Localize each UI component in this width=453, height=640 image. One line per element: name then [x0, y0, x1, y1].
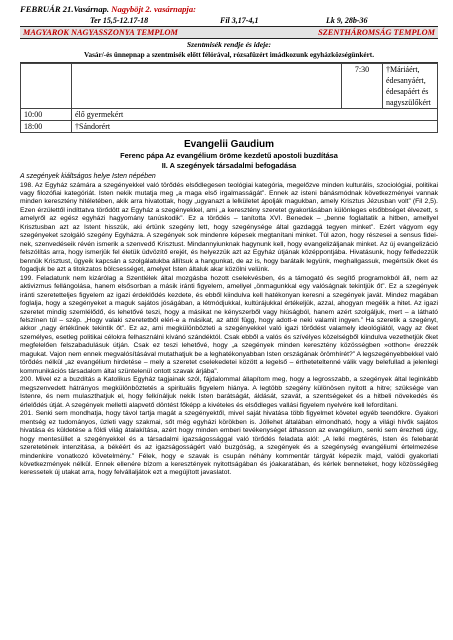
date-label: FEBRUÁR 21.Vasárnap.: [20, 4, 110, 14]
mass-intention: †Máriáért, édesanyáért, édesapáért és nagyszülőkért: [383, 64, 438, 109]
article-subtitle: Ferenc pápa Az evangélium öröme kezdetű apostoli buzdítása: [120, 151, 338, 160]
first-reading: Ter 15,5-12.17-18: [90, 16, 149, 25]
mass-intention: élő gyermekért: [72, 109, 438, 121]
article-title: Evangelii Gaudium: [183, 139, 275, 150]
article: [20, 139, 438, 478]
church-names-bar: [20, 26, 438, 39]
liturgical-title: [20, 4, 438, 15]
paragraph-198: 198. Az Egyház számára a szegényekkel való törődés elsődlegesen teológiai kategória, megelőzve minden kulturális, szociológiai, politikai vagy filozófiai kategóriát. Isten nekik mutatja meg „a maga első irgalmasságát”. Ennek az isteni bánásmódnak következményei vannak minden keresztény hitéletében, akik arra hivatottak, hogy „ugyanazt a lelkületet ápolják magukban, amely Krisztus Jézusban volt” (Fil 2,5). Ezen érzülettől indíttatva törődött az Egyház a szegényekkel, ami „a keresztény szeretet gyakorlásában különleges elsőbbséget élvezett, s amelyről az egész egyházi hagyomány tanúskodik”. Ez a törődés – tanította XVI. Benedek – „benne foglaltatik a hitben, amellyel Krisztusban azt az Istent hisszük, aki értünk szegény lett, hogy szegénysége által gazdaggá tegyen minket”. Ezért vágyom egy szegényeket szolgáló szegény Egyházra. A szegények sok mindenre képesek megtanítani minket. Túl azon, hogy részesei a sensus fidei-nek, szenvedéseik révén ismerik a szenvedő Krisztust. Mindannyiunknak hagynunk kell, hogy evangelizáljanak minket. Az új evangelizáció felszólítás arra, hogy ismerjük fel életük üdvözítő erejét, és helyezzük azt az Egyház útjának középpontjába. Hivatásunk, hogy felfedezzük bennük Krisztust, ügyeik kapcsán a szolgálatukba állítsuk a hangunkat, de az is, hogy barátaik legyünk, meghallgassuk, megértsük őket és fogadjuk be azt a titokzatos bölcsességet, amelyet Isten általuk akar közölni velünk.: [20, 181, 438, 274]
table-row: [21, 64, 438, 109]
article-section-heading: A szegények kiáltságos helye Isten népében: [20, 173, 156, 180]
mass-intention: †Sándorért: [72, 121, 438, 133]
season-label: Nagyböjt 2. vasárnapja:: [111, 4, 196, 14]
rosary-notice: Vasár/-és ünnepnap a szentmisék előtt félórával, rózsafüzért imádkozunk egyházközségünkért.: [20, 50, 438, 63]
mass-intention-left: [72, 64, 342, 109]
second-reading: Fil 3,17-4,1: [220, 16, 259, 25]
mass-time: 10:00: [21, 109, 72, 121]
church-left: MAGYAROK NAGYASSZONYA TEMPLOM: [23, 28, 178, 37]
table-row: [21, 109, 438, 121]
schedule-title: Szentmisék rendje és ideje:: [186, 40, 272, 49]
paragraph-199: 199. Feladatunk nem kizárólag a Szentlélek által mozgásba hozott cselekvésben, és a támogató és segítő programokból áll, nem az aktivizmus fellángolása, hanem elsősorban a másik iránti figyelem, amellyel „önmagunkkal egy valóságnak tekintjük őt”. Ez a szegények iránti szeretetteljes figyelem az igazi érdeklődés kezdete, és ebből kiindulva kell hatékonyan keresni a szegények javát. Mindez magában foglalja, hogy a szegényeket a maguk sajátos jóságában, a létmódjukkal, kultúrájukkal értékeljük, azzal, ahogyan megélik a hitet. Az igazi szeretet mindig szemlélődő, és lehetővé teszi, hogy a másikat ne kényszerből vagy hiúságból, hanem azért szolgáljuk, mert – a látható felszínen túl – szép. „Hogy valaki szeretetből eléri-e a másikat, az attól függ, hogy adott-e neki valamit ingyen.” Ha szeretik a szegényt, akkor „nagy értékűnek tekintik őt”. Ez az, ami megkülönbözteti a szegényekkel való igazi törődést valamely ideológiától, vagy az őket személyes, esetleg politikai célokra felhasználni kívánó szándéktól. Csak ebből a valós és szívélyes közelségből kiindulva vezethetjük őket megfelelően felszabadulásuk útján. Csak ez teszi lehetővé, hogy „a szegények minden keresztény közösségben »otthon« érezzék magukat. Vajon nem ennek megvalósításával mutathatjuk be a leghatékonyabban Isten országának örömhírét?” A legszegényebbekkel való törődés nélkül „az evangélium hirdetése – mely a szeretet cselekedetei között a legelső – értheteteltenné válik vagy belefullad a jelenlegi kommunikációs társadalom által szüntelenül ontott szavak árjába”.: [20, 274, 438, 375]
readings-line: [20, 15, 438, 26]
mass-time: 18:00: [21, 121, 72, 133]
church-right: SZENTHÁROMSÁG TEMPLOM: [318, 28, 435, 37]
paragraph-200: 200. Mivel ez a buzdítás a Katolikus Egyház tagjainak szól, fájdalommal állapítom meg, hogy a legrosszabb, a szegények által leginkább megszenvedett hátrányos megkülönböztetés a spirituális figyelem hiánya. A legtöbb szegény különösen nyitott a hitre; szüksége van Istenre, és nem mulaszthatjuk el, hogy felkínáljuk nekik Isten barátságát, áldását, szavát, a szentségeket és a hitbeli növekedés és érlelődés útját. A szegények melletti alapvető döntést főképp a kivételes és elsődleges vallási figyelem nyelvére kell lefordítani.: [20, 376, 438, 409]
mass-schedule-table: [20, 63, 438, 133]
article-part: II. A szegények társadalmi befogadása: [161, 160, 297, 170]
bulletin-page: [20, 4, 438, 478]
gospel-reading: Lk 9, 28b-36: [326, 16, 368, 25]
mass-time-right: 7:30: [342, 64, 383, 109]
mass-time: [21, 64, 72, 109]
table-row: [21, 121, 438, 133]
paragraph-201: 201. Senki sem mondhatja, hogy távol tartja magát a szegényektől, mivel saját hivatása több figyelmet követel egyéb teendőkre. Gyakori mentség ez tudományos, üzleti vagy szakmai, sőt még egyházi körökben is. Jóllehet általában elmondható, hogy a világi hívők sajátos hivatása és küldetése a földi világ átalakítása, azért hogy minden emberi tevékenységet áthasson az evangélium, senki sem érezheti úgy, hogy mentesüllet a szegényekkel és a társadalmi igazságossággal való törődés feladata alól: „A lelki megtérés, Isten és felebarát szeretetének intenzitása, a békéért és az igazságosságért való buzgóság, a szegények és a szegénység evangéliumi értelmezése mindenkire vonatkozó követelmény.” Félek, hogy e szavak is csupán néhány kommentár tárgyát képezik majd, valódi gyakorlati következmények nélkül. Ennek ellenére bízom a keresztények nyitottságában és jóakaratában, és kérlek benneteket, hogy közösségileg keressetek új utakat arra, hogy felvállaljátok ezt a megújított javaslatot.: [20, 410, 438, 477]
